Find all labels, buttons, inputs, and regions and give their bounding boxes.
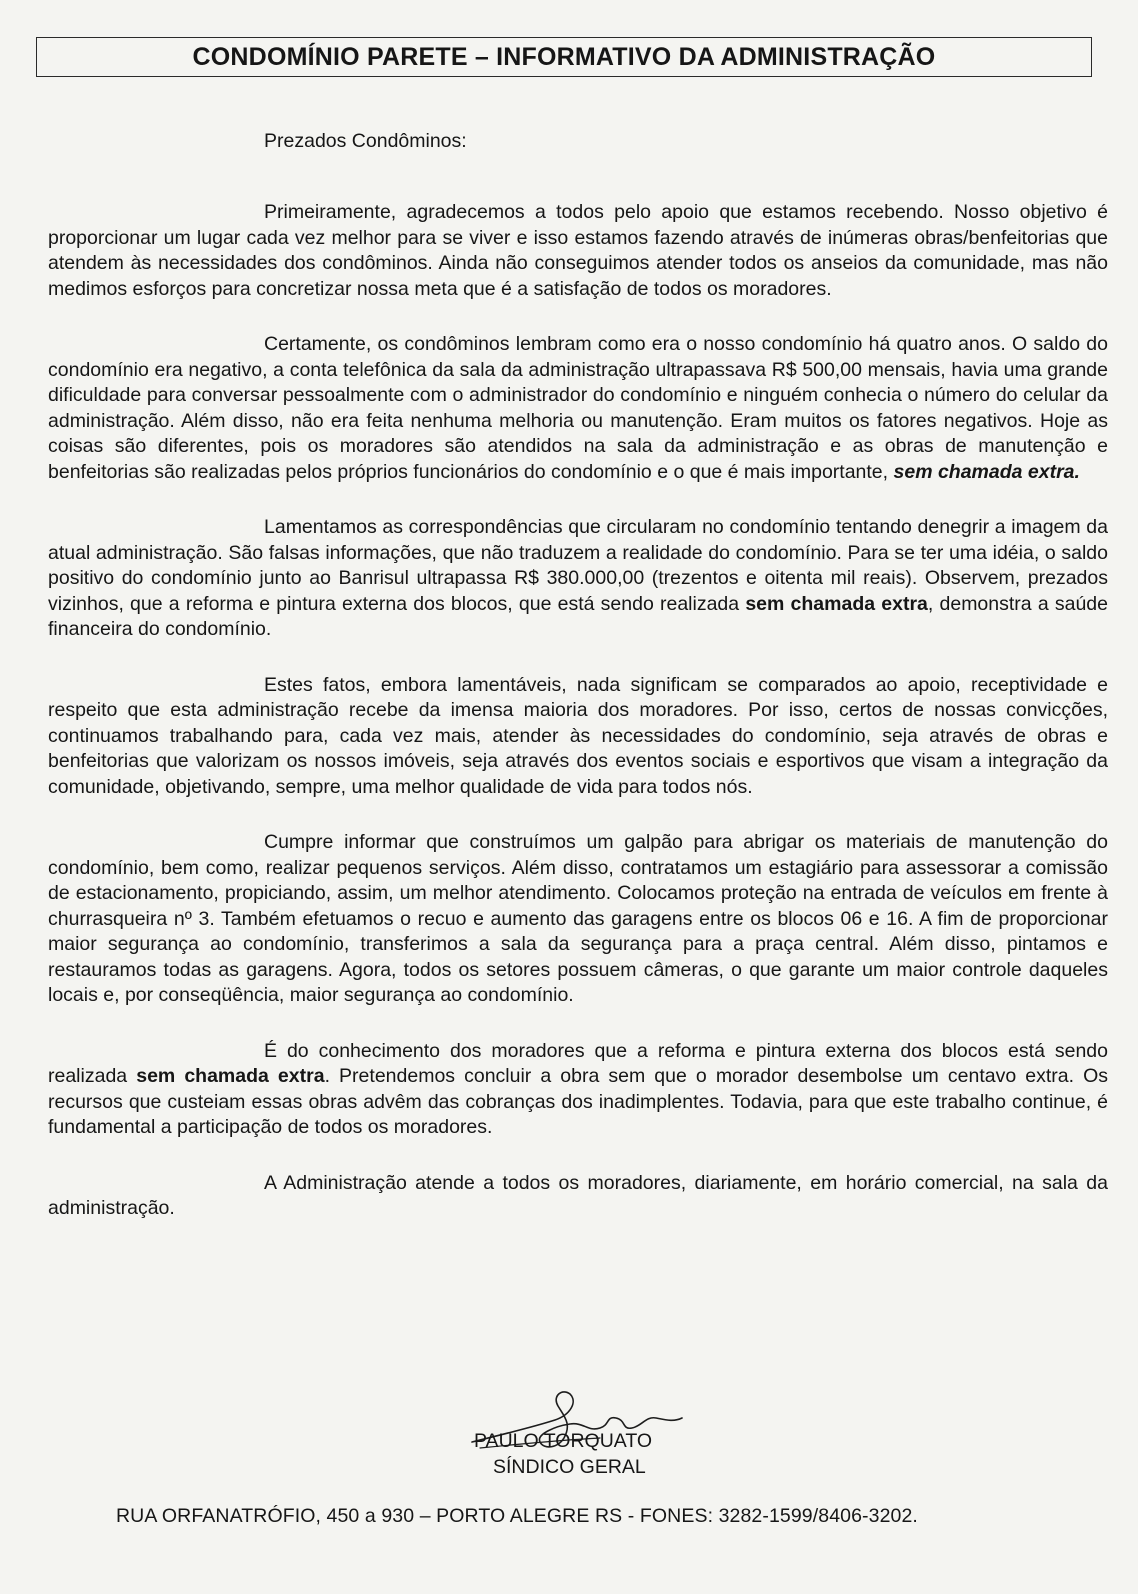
salutation: Prezados Condôminos:	[264, 130, 467, 152]
paragraph-6-text-a: É do conhecimento dos moradores que a reforma e pintura externa dos blocos está sendo realizada	[48, 1039, 1108, 1087]
paragraph-2-emphasis: sem chamada extra.	[893, 460, 1080, 483]
signer-name: PAULO TORQUATO	[474, 1430, 653, 1452]
letter-body	[48, 200, 1108, 1252]
paragraph-6-bold: sem chamada extra	[136, 1065, 325, 1087]
paragraph-5: Cumpre informar que construímos um galpão para abrigar os materiais de manutenção do condomínio, bem como, realizar pequenos serviços. Além disso, contratamos um estagiário para assessorar a comissão de estacionamento, propiciando, assim, um melhor atendimento. Colocamos proteção na entrada de veículos em frente à churrasqueira nº 3. Também efetuamos o recuo e aumento das garagens entre os blocos 06 e 16. A fim de proporcionar maior segurança ao condomínio, transferimos a sala da segurança para a praça central. Além disso, pintamos e restauramos todas as garagens. Agora, todos os setores possuem câmeras, o que garante um maior controle daqueles locais e, por conseqüência, maior segurança ao condomínio.	[48, 831, 1108, 1006]
paragraph-1: Primeiramente, agradecemos a todos pelo apoio que estamos recebendo. Nosso objetivo é proporcionar um lugar cada vez melhor para se viver e isso estamos fazendo através de inúmeras obras/benfeitorias que atendem às necessidades dos condôminos. Ainda não conseguimos atender todos os anseios da comunidade, mas não medimos esforços para concretizar nossa meta que é a satisfação de todos os moradores.	[48, 201, 1108, 300]
paragraph-2-text: Certamente, os condôminos lembram como era o nosso condomínio há quatro anos. O saldo do condomínio era negativo, a conta telefônica da sala da administração ultrapassava R$ 500,00 mensais, havia uma grande dificuldade para conversar pessoalmente com o administrador do condomínio e ninguém conhecia o número do celular da administração. Além disso, não era feita nenhuma melhoria ou manutenção. Eram muitos os fatores negativos. Hoje as coisas são diferentes, pois os moradores são atendidos na sala da administração e as obras de manutenção e benfeitorias são realizadas pelos próprios funcionários do condomínio e o que é mais importante,	[48, 333, 1108, 483]
paragraph-3-bold: sem chamada extra	[745, 592, 928, 615]
paragraph-3-text-a: Lamentamos as correspondências que circularam no condomínio tentando denegrir a imagem da atual administração. São falsas informações, que não traduzem a realidade do condomínio. Para se ter uma idéia, o saldo positivo do condomínio junto ao Banrisul ultrapassa R$ 380.000,00 (trezentos e oitenta mil reais). Observem, prezados vizinhos, que a reforma e pintura externa dos blocos, que está sendo realizada	[48, 516, 1108, 615]
paragraph-4: Estes fatos, embora lamentáveis, nada significam se comparados ao apoio, receptividade e respeito que esta administração recebe da imensa maioria dos moradores. Por isso, certos de nossas convicções, continuamos trabalhando para, cada vez mais, atender às necessidades do condomínio, seja através de obras e benfeitorias que valorizam os nossos imóveis, seja através dos eventos sociais e esportivos que visam a integração da comunidade, objetivando, sempre, uma melhor qualidade de vida para todos nós.	[48, 673, 1108, 798]
paragraph-7: A Administração atende a todos os moradores, diariamente, em horário comercial, na sala da administração.	[48, 1171, 1108, 1219]
footer-address: RUA ORFANATRÓFIO, 450 a 930 – PORTO ALEGRE RS - FONES: 3282-1599/8406-3202.	[116, 1505, 918, 1527]
paragraph-6	[48, 1039, 1108, 1141]
paragraph-3	[48, 515, 1108, 643]
paragraph-3-text-b: , demonstra a saúde financeira do condomínio.	[48, 592, 1108, 640]
title-box	[36, 37, 1092, 77]
paragraph-6-text-b: . Pretendemos concluir a obra sem que o morador desembolse um centavo extra. Os recursos que custeiam essas obras advêm das cobranças dos inadimplentes. Todavia, para que este trabalho continue, é fundamental a participação de todos os moradores.	[48, 1065, 1108, 1138]
page-title: CONDOMÍNIO PARETE – INFORMATIVO DA ADMINISTRAÇÃO	[192, 42, 936, 71]
paragraph-2	[48, 332, 1108, 485]
signer-role: SÍNDICO GERAL	[493, 1456, 646, 1478]
